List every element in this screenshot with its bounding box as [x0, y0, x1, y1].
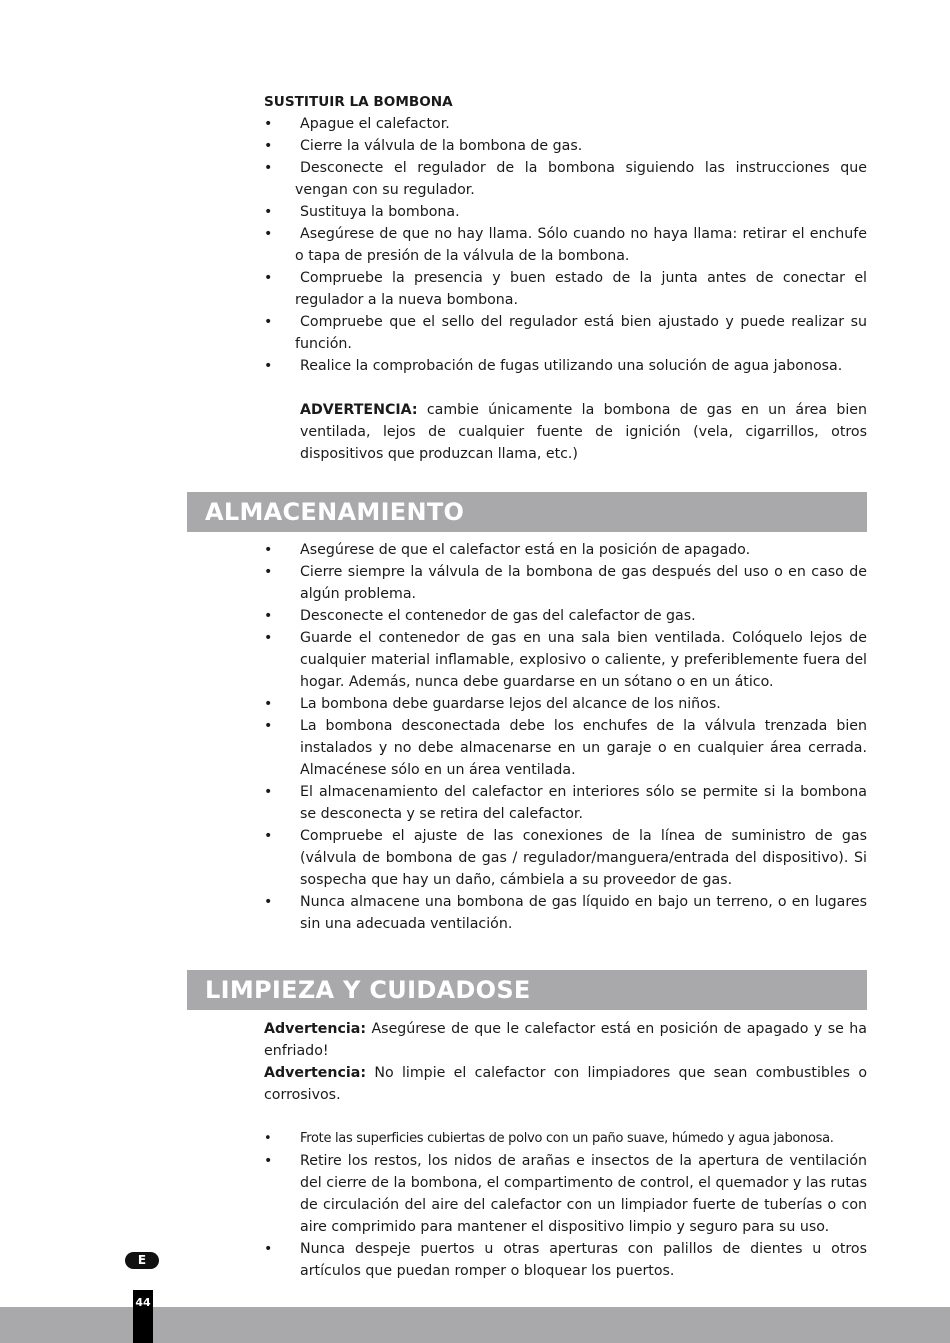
list-item: • Sustituya la bombona. [264, 201, 867, 223]
warning-text: cambie únicamente la bombona de gas en un área bien ventilada, lejos de cualquier fuente de ignición (vela, cigarrillos, otros dispositivos que produzcan llama, etc.) [300, 402, 867, 462]
warning-text: No limpie el calefactor con limpiadores que sean combustibles o corrosivos. [264, 1065, 867, 1103]
warning-paragraph [264, 1018, 867, 1062]
list-item: • Desconecte el regulador de la bombona siguiendo las instrucciones que vengan con su regulador. [264, 157, 867, 201]
bullet-list [264, 539, 867, 935]
warning-paragraph [264, 399, 867, 465]
list-item: • Compruebe la presencia y buen estado de la junta antes de conectar el regulador a la nueva bombona. [264, 267, 867, 311]
section-title-almacenamiento: ALMACENAMIENTO [187, 492, 867, 532]
section-limpieza [264, 1018, 867, 1282]
list-item: • La bombona debe guardarse lejos del alcance de los niños. [264, 693, 867, 715]
page-number: 44 [133, 1290, 153, 1343]
list-item: • Asegúrese de que no hay llama. Sólo cuando no haya llama: retirar el enchufe o tapa de presión de la válvula de la bombona. [264, 223, 867, 267]
list-item: • La bombona desconectada debe los enchufes de la válvula trenzada bien instalados y no debe almacenarse en un garaje o en cualquier área cerrada. Almacénese sólo en un área ventilada. [264, 715, 867, 781]
warning-text: Asegúrese de que le calefactor está en posición de apagado y se ha enfriado! [264, 1021, 867, 1059]
list-item: • Compruebe que el sello del regulador está bien ajustado y puede realizar su función. [264, 311, 867, 355]
language-badge: E [125, 1252, 159, 1269]
list-item: • Cierre siempre la válvula de la bombona de gas después del uso o en caso de algún problema. [264, 561, 867, 605]
section-title-limpieza: LIMPIEZA Y CUIDADOSE [187, 970, 867, 1010]
section-almacenamiento [264, 539, 867, 935]
warning-label: ADVERTENCIA: [300, 402, 418, 418]
list-item: • Nunca almacene una bombona de gas líquido en bajo un terreno, o en lugares sin una adecuada ventilación. [264, 891, 867, 935]
list-item: • Asegúrese de que el calefactor está en la posición de apagado. [264, 539, 867, 561]
bullet-list [264, 113, 867, 377]
list-item: • Compruebe el ajuste de las conexiones de la línea de suministro de gas (válvula de bombona de gas / regulador/manguera/entrada del dispositivo). Si sospecha que hay un daño, cámbiela a su proveedor de gas. [264, 825, 867, 891]
list-item: • Frote las superficies cubiertas de polvo con un paño suave, húmedo y agua jabonosa. [264, 1128, 867, 1150]
list-item: • Guarde el contenedor de gas en una sala bien ventilada. Colóquelo lejos de cualquier material inflamable, explosivo o caliente, y preferiblemente fuera del hogar. Además, nunca debe guardarse en un sótano o en un ático. [264, 627, 867, 693]
warning-label: Advertencia: [264, 1065, 367, 1081]
warning-paragraph [264, 1062, 867, 1106]
list-item: • El almacenamiento del calefactor en interiores sólo se permite si la bombona se desconecta y se retira del calefactor. [264, 781, 867, 825]
bullet-list [264, 1128, 867, 1282]
list-item: • Apague el calefactor. [264, 113, 867, 135]
section-sustituir [264, 91, 867, 465]
section-heading: SUSTITUIR LA BOMBONA [264, 94, 453, 110]
list-item: • Cierre la válvula de la bombona de gas. [264, 135, 867, 157]
list-item: • Desconecte el contenedor de gas del calefactor de gas. [264, 605, 867, 627]
list-item: • Realice la comprobación de fugas utilizando una solución de agua jabonosa. [264, 355, 867, 377]
warning-label: Advertencia: [264, 1021, 367, 1037]
list-item: • Retire los restos, los nidos de arañas e insectos de la apertura de ventilación del cierre de la bombona, el compartimento de control, el quemador y las rutas de circulación del aire del calefactor con un limpiador fuerte de tuberías o con aire comprimido para mantener el dispositivo limpio y seguro para su uso. [264, 1150, 867, 1238]
list-item: • Nunca despeje puertos u otras aperturas con palillos de dientes u otros artículos que puedan romper o bloquear los puertos. [264, 1238, 867, 1282]
